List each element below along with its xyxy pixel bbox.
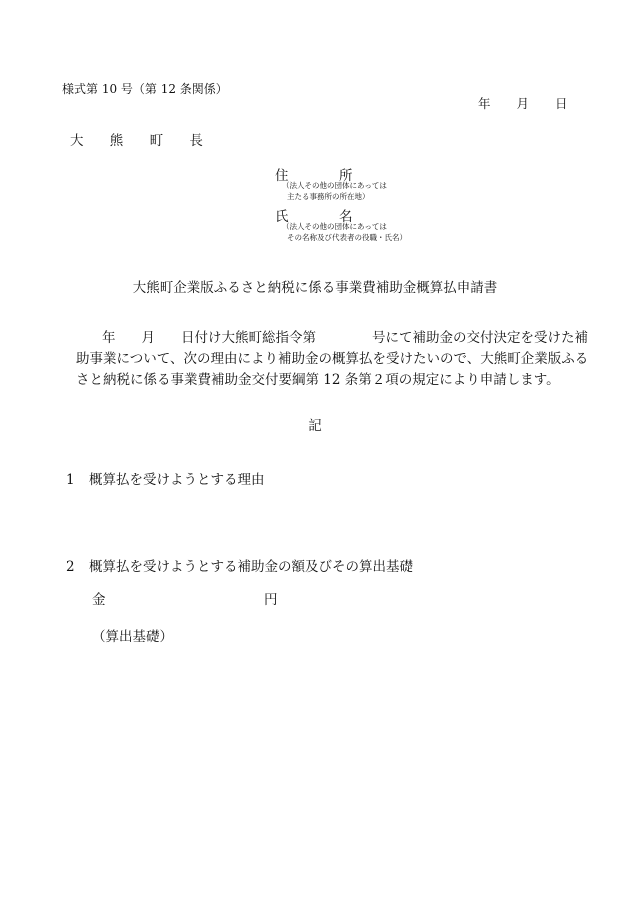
basis-label: （算出基礎）: [92, 629, 173, 645]
address-label: 住 所: [275, 168, 353, 184]
document-title: 大熊町企業版ふるさと納税に係る事業費補助金概算払申請書: [132, 280, 498, 296]
body-text-b: 号にて補助金の交付決定を受けた補助事業について、次の理由により補助金の概算払を受けたいので、大熊町企業版ふるさと納税に係る事業費補助金交付要綱第 12 条第２項の規定により申請します。: [76, 330, 589, 388]
item-amount: 2 概算払を受けようとする補助金の額及びその算出基礎: [66, 559, 413, 575]
body-paragraph: [76, 328, 596, 391]
ki-heading: 記: [308, 418, 322, 434]
body-text-a: 日付け大熊町総指令第: [181, 330, 316, 346]
date-day: 日: [555, 96, 568, 111]
date-line: [478, 94, 568, 112]
addressee: 大 熊 町 長: [70, 133, 214, 149]
address-note: （法人その他の団体にあっては 主たる事務所の所在地）: [282, 181, 387, 201]
item-reason: 1 概算払を受けようとする理由: [66, 472, 265, 488]
date-month: 月: [516, 96, 530, 111]
body-month: 月: [141, 330, 155, 346]
name-note: （法人その他の団体にあっては その名称及び代表者の役職・氏名）: [282, 222, 407, 242]
name-label: 氏 名: [275, 209, 353, 225]
date-year: 年: [478, 96, 491, 111]
amount-line: 金 円: [92, 592, 278, 608]
body-year: 年: [102, 330, 116, 346]
form-number: 様式第 10 号（第 12 条関係）: [62, 82, 228, 96]
